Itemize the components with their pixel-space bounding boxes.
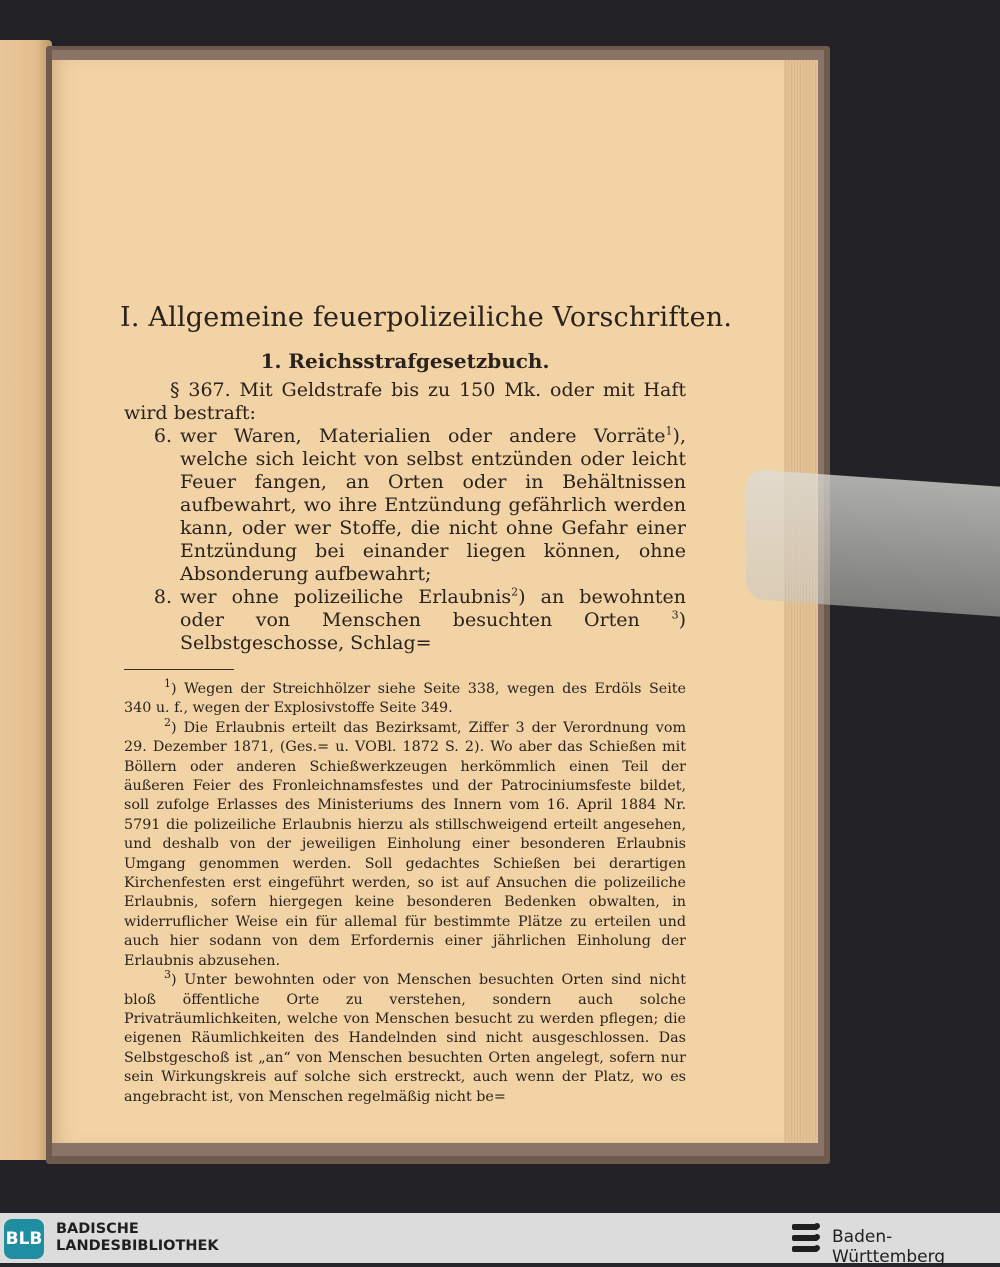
item-text: wer Waren, Materialien oder andere Vorräte$^1$), welche sich leicht von selbst entzünden oder leicht Feuer fangen, an Orten oder in Behältnissen aufbewahrt, wo ihre Entzündung gefährlich werden kann, oder wer Stoffe, die nicht ohne Gefahr einer Entzündung bei einander liegen können, ohne Absonderung aufbewahrt; [180, 424, 686, 585]
footnote-divider [124, 669, 234, 670]
bookmark-strip [746, 469, 1000, 617]
footnote-1: $^1$) Wegen der Streichhölzer siehe Seite 338, wegen des Erdöls Seite 340 u. f., wegen der Explosivstoffe Seite 349. [124, 677, 686, 717]
item-text: wer ohne polizeiliche Erlaubnis$^2$) an bewohnten oder von Menschen besuchten Orten $^3$) Selbstgeschosse, Schlag= [180, 585, 687, 654]
state-name[interactable]: Baden-Württemberg [832, 1227, 946, 1267]
item-number: 8. [153, 586, 172, 608]
item-number: 6. [153, 425, 172, 447]
footer-bar [0, 1213, 1000, 1267]
library-name[interactable]: BADISCHE LANDESBIBLIOTHEK [56, 1221, 219, 1254]
list-item [124, 586, 686, 655]
left-page-edge [0, 40, 52, 1160]
blb-logo[interactable]: BLB [4, 1219, 44, 1259]
lions-crest-icon [790, 1221, 822, 1255]
footnotes [124, 677, 686, 1107]
page-content [120, 302, 733, 1107]
section-heading: 1. Reichsstrafgesetzbuch. [260, 349, 550, 373]
list-item [124, 425, 686, 586]
footnote-3: $^3$) Unter bewohnten oder von Menschen besuchten Orten sind nicht bloß öffentliche Orte zu verstehen, sondern auch solche Privaträumlichkeiten, welche von Menschen besucht zu werden pflegen; die eigenen Räumlichkeiten des Handelnden sind nicht ausgeschlossen. Das Selbstgeschoß ist „an“ von Menschen besuchten Orten angelegt, sofern nur sein Wirkungskreis auf solche sich erstreckt, auch wenn der Platz, wo es angebracht ist, von Menschen regelmäßig nicht be= [124, 968, 686, 1105]
footnote-2: $^2$) Die Erlaubnis erteilt das Bezirksamt, Ziffer 3 der Verordnung vom 29. Dezember 1871, (Ges.= u. VOBl. 1872 S. 2). Wo aber das Schießen mit Böllern oder anderen Schießwerkzeugen herkömmlich einen Teil der äußeren Feier des Fronleichnamsfestes und der Patrociniumsfeste bildet, soll zufolge Erlasses des Ministeriums des Innern vom 16. April 1884 Nr. 5791 die polizeiliche Erlaubnis hierzu als stillschweigend erteilt angesehen, und deshalb von der jeweiligen Einholung einer besonderen Erlaubnis Umgang genommen werden. Soll gedachtes Schießen bei derartigen Kirchenfesten erst eingeführt werden, so ist auf Ansuchen die polizeiliche Erlaubnis, sofern hiergegen keine besonderen Bedenken obwalten, in widerruflicher Weise ein für allemal für bestimmte Plätze zu erteilen und auch hier sodann von dem Erfordernis einer jährlichen Einholung der Erlaubnis abzusehen. [124, 716, 686, 969]
paragraph-367: § 367. Mit Geldstrafe bis zu 150 Mk. oder mit Haft wird bestraft: [124, 379, 686, 424]
chapter-heading: I. Allgemeine feuerpolizeiliche Vorschriften. [120, 302, 733, 333]
